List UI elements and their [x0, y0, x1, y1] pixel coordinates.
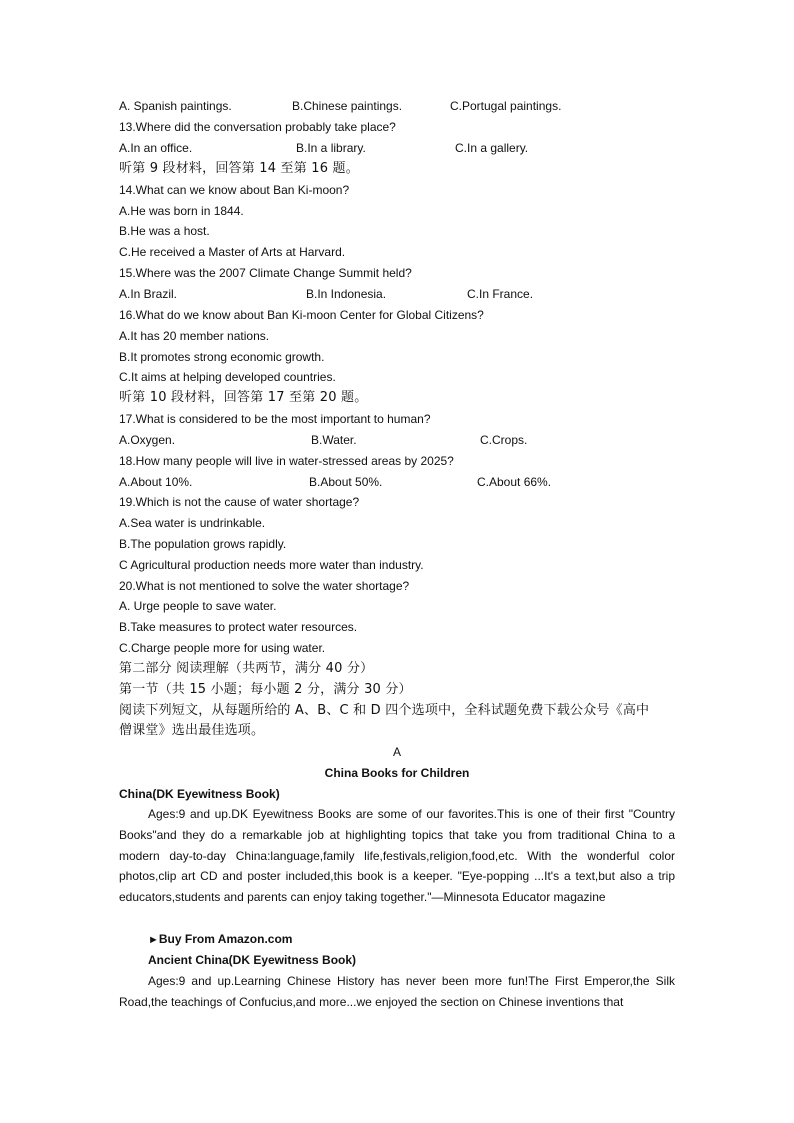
q18-options: [119, 474, 679, 490]
q20-option-b: B.Take measures to protect water resources.: [119, 620, 358, 634]
q15-option-c: C.In France.: [467, 287, 534, 301]
q20-option-c: C.Charge people more for using water.: [119, 641, 326, 655]
q14-question: 14.What can we know about Ban Ki-moon?: [119, 183, 350, 197]
q13-question: 13.Where did the conversation probably take place?: [119, 120, 396, 134]
instructions-line-2: 僧课堂》选出最佳选项。: [119, 723, 265, 738]
section1-heading: 第一节（共 15 小题；每小题 2 分，满分 30 分）: [119, 682, 412, 697]
q19-question: 19.Which is not the cause of water shortage?: [119, 495, 360, 509]
q15-option-a: A.In Brazil.: [119, 287, 178, 301]
q18-question: 18.How many people will live in water-stressed areas by 2025?: [119, 454, 454, 468]
book2-title: Ancient China(DK Eyewitness Book): [148, 953, 357, 967]
q16-question: 16.What do we know about Ban Ki-moon Center for Global Citizens?: [119, 308, 484, 322]
book1-description: Ages:9 and up.DK Eyewitness Books are some of our favorites.This is one of their first "Country Books"and they do a remarkable job at highlighting topics that take you from traditional China to a modern day-to-day China:language,family life,festivals,religion,food,etc. With the wonderful color photos,clip art CD and poster included,this book is a keeper. "Eye-popping ...It's a text,but also a trip educators,students and parents can enjoy taking together."—Minnesota Educator magazine: [119, 807, 675, 905]
q17-options: [119, 432, 679, 448]
passage-letter: A: [392, 745, 401, 759]
q13-option-b: B.In a library.: [296, 141, 366, 155]
q14-option-a: A.He was born in 1844.: [119, 204, 244, 218]
book1-title: China(DK Eyewitness Book): [119, 787, 280, 801]
q12-option-a: A. Spanish paintings.: [119, 99, 232, 113]
q14-option-c: C.He received a Master of Arts at Harvard.: [119, 245, 346, 259]
q14-option-b: B.He was a host.: [119, 224, 210, 238]
q15-question: 15.Where was the 2007 Climate Change Summit held?: [119, 266, 412, 280]
q13-options: [119, 140, 679, 156]
q13-option-c: C.In a gallery.: [455, 141, 529, 155]
q12-options: [119, 98, 679, 114]
q16-option-b: B.It promotes strong economic growth.: [119, 350, 325, 364]
q13-option-a: A.In an office.: [119, 141, 193, 155]
q18-option-a: A.About 10%.: [119, 475, 193, 489]
instructions-line-1: 阅读下列短文，从每题所给的 A、B、C 和 D 四个选项中，全科试题免费下载公众号《高中: [119, 703, 650, 718]
play-arrow-icon: ►: [148, 934, 159, 946]
q18-option-b: B.About 50%.: [309, 475, 383, 489]
q20-question: 20.What is not mentioned to solve the water shortage?: [119, 579, 410, 593]
q20-option-a: A. Urge people to save water.: [119, 599, 277, 613]
part2-heading: 第二部分 阅读理解（共两节，满分 40 分）: [119, 661, 374, 676]
q12-option-c: C.Portugal paintings.: [450, 99, 562, 113]
q16-option-a: A.It has 20 member nations.: [119, 329, 270, 343]
passage-title: China Books for Children: [324, 766, 470, 780]
section9-heading: 听第 9 段材料，回答第 14 至第 16 题。: [119, 161, 359, 176]
q19-option-a: A.Sea water is undrinkable.: [119, 516, 266, 530]
q17-option-b: B.Water.: [311, 433, 357, 447]
q17-question: 17.What is considered to be the most important to human?: [119, 412, 431, 426]
buy-from-amazon-link[interactable]: [148, 931, 292, 947]
q19-option-b: B.The population grows rapidly.: [119, 537, 287, 551]
book2-description: Ages:9 and up.Learning Chinese History has never been more fun!The First Emperor,the Silk Road,the teachings of Confucius,and more...we enjoyed the section on Chinese inventions that: [119, 974, 675, 1009]
section10-heading: 听第 10 段材料，回答第 17 至第 20 题。: [119, 390, 368, 405]
q19-option-c: C Agricultural production needs more water than industry.: [119, 558, 424, 572]
q17-option-c: C.Crops.: [480, 433, 528, 447]
buy-link-label: Buy From Amazon.com: [158, 932, 293, 946]
q16-option-c: C.It aims at helping developed countries.: [119, 370, 336, 384]
q17-option-a: A.Oxygen.: [119, 433, 176, 447]
q15-options: [119, 286, 679, 302]
q12-option-b: B.Chinese paintings.: [292, 99, 403, 113]
q15-option-b: B.In Indonesia.: [306, 287, 387, 301]
q18-option-c: C.About 66%.: [477, 475, 552, 489]
